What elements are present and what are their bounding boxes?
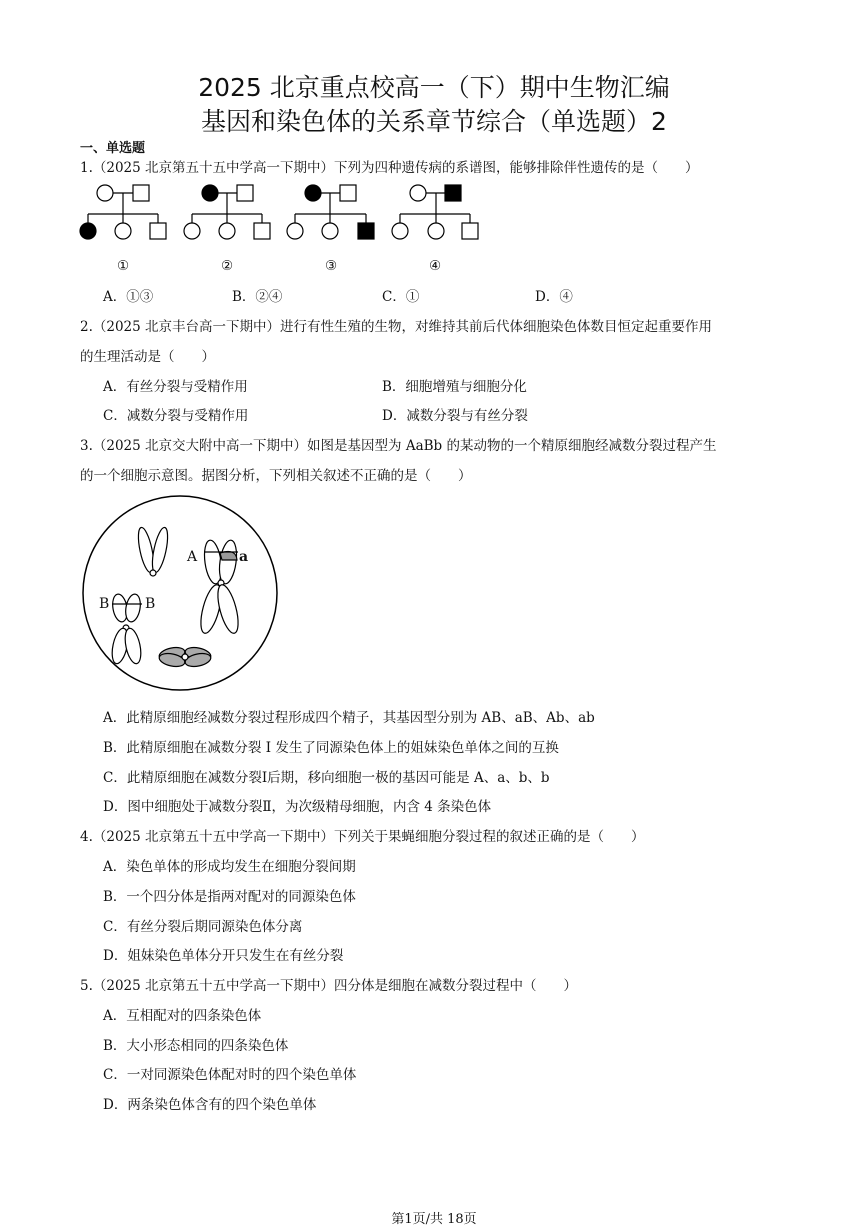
q2-option-d[interactable]: D．减数分裂与有丝分裂: [382, 408, 528, 424]
q2-option-b[interactable]: B．细胞增殖与细胞分化: [382, 379, 527, 395]
title-line-1: 2025 北京重点校高一（下）期中生物汇编: [198, 73, 670, 102]
pedigree-2: [184, 185, 270, 239]
pedigree-label-3: ③: [325, 258, 338, 274]
gene-label-A: A: [187, 549, 198, 565]
section-label: 一、单选题: [80, 141, 146, 156]
q1-option-a[interactable]: A．①③: [103, 289, 154, 305]
page-footer: 第1页/共 18页: [391, 1212, 477, 1227]
pedigree-3: [287, 185, 374, 239]
question-5-stem: 5.（2025 北京第五十五中学高一下期中）四分体是细胞在减数分裂过程中（ ）: [80, 978, 578, 994]
q5-option-b[interactable]: B．大小形态相同的四条染色体: [103, 1038, 289, 1054]
q1-option-d[interactable]: D．④: [535, 289, 573, 305]
question-4-stem: 4.（2025 北京第五十五中学高一下期中）下列关于果蝇细胞分裂过程的叙述正确的是（ ）: [80, 829, 645, 845]
q4-option-d[interactable]: D．姐妹染色单体分开只发生在有丝分裂: [103, 948, 344, 964]
q3-option-c[interactable]: C．此精原细胞在减数分裂Ⅰ后期，移向细胞一极的基因可能是 A、a、b、b: [103, 770, 550, 786]
pedigree-label-1: ①: [117, 258, 130, 274]
q2-option-a[interactable]: A．有丝分裂与受精作用: [103, 379, 248, 395]
pedigree-label-4: ④: [429, 258, 442, 274]
q3-option-b[interactable]: B．此精原细胞在减数分裂 I 发生了同源染色体上的姐妹染色单体之间的互换: [103, 740, 559, 756]
q1-option-c[interactable]: C．①: [382, 289, 420, 305]
pedigree-4: [392, 185, 478, 239]
q4-option-c[interactable]: C．有丝分裂后期同源染色体分离: [103, 919, 303, 935]
title-line-2: 基因和染色体的关系章节综合（单选题）2: [201, 107, 667, 136]
question-2-stem-2: 的生理活动是（ ）: [80, 349, 215, 365]
q5-option-d[interactable]: D．两条染色体含有的四个染色单体: [103, 1097, 317, 1113]
q3-option-a[interactable]: A．此精原细胞经减数分裂过程形成四个精子，其基因型分别为 AB、aB、Ab、ab: [103, 710, 595, 726]
gene-label-B-left: B: [99, 596, 110, 612]
q5-option-a[interactable]: A．互相配对的四条染色体: [103, 1008, 262, 1024]
q4-option-a[interactable]: A．染色单体的形成均发生在细胞分裂间期: [103, 859, 356, 875]
q1-option-b[interactable]: B．②④: [232, 289, 283, 305]
q4-option-b[interactable]: B．一个四分体是指两对配对的同源染色体: [103, 889, 356, 905]
gene-label-a: a: [239, 549, 249, 565]
q2-option-c[interactable]: C．减数分裂与受精作用: [103, 408, 249, 424]
question-3-stem-1: 3.（2025 北京交大附中高一下期中）如图是基因型为 AaBb 的某动物的一个精原细胞经减数分裂过程产生: [80, 438, 717, 454]
question-3-stem-2: 的一个细胞示意图。据图分析，下列相关叙述不正确的是（ ）: [80, 468, 472, 484]
question-2-stem-1: 2.（2025 北京丰台高一下期中）进行有性生殖的生物，对维持其前后代体细胞染色体数目恒定起重要作用: [80, 319, 713, 335]
pedigree-1: [80, 185, 166, 239]
q5-option-c[interactable]: C．一对同源染色体配对时的四个染色单体: [103, 1067, 357, 1083]
cell-diagram: [83, 496, 277, 690]
q3-option-d[interactable]: D．图中细胞处于减数分裂Ⅱ，为次级精母细胞，内含 4 条染色体: [103, 799, 492, 815]
pedigree-label-2: ②: [221, 258, 234, 274]
question-1-stem: 1.（2025 北京第五十五中学高一下期中）下列为四种遗传病的系谱图，能够排除伴性遗传的是（ ）: [80, 160, 699, 176]
gene-label-B-right: B: [145, 596, 156, 612]
